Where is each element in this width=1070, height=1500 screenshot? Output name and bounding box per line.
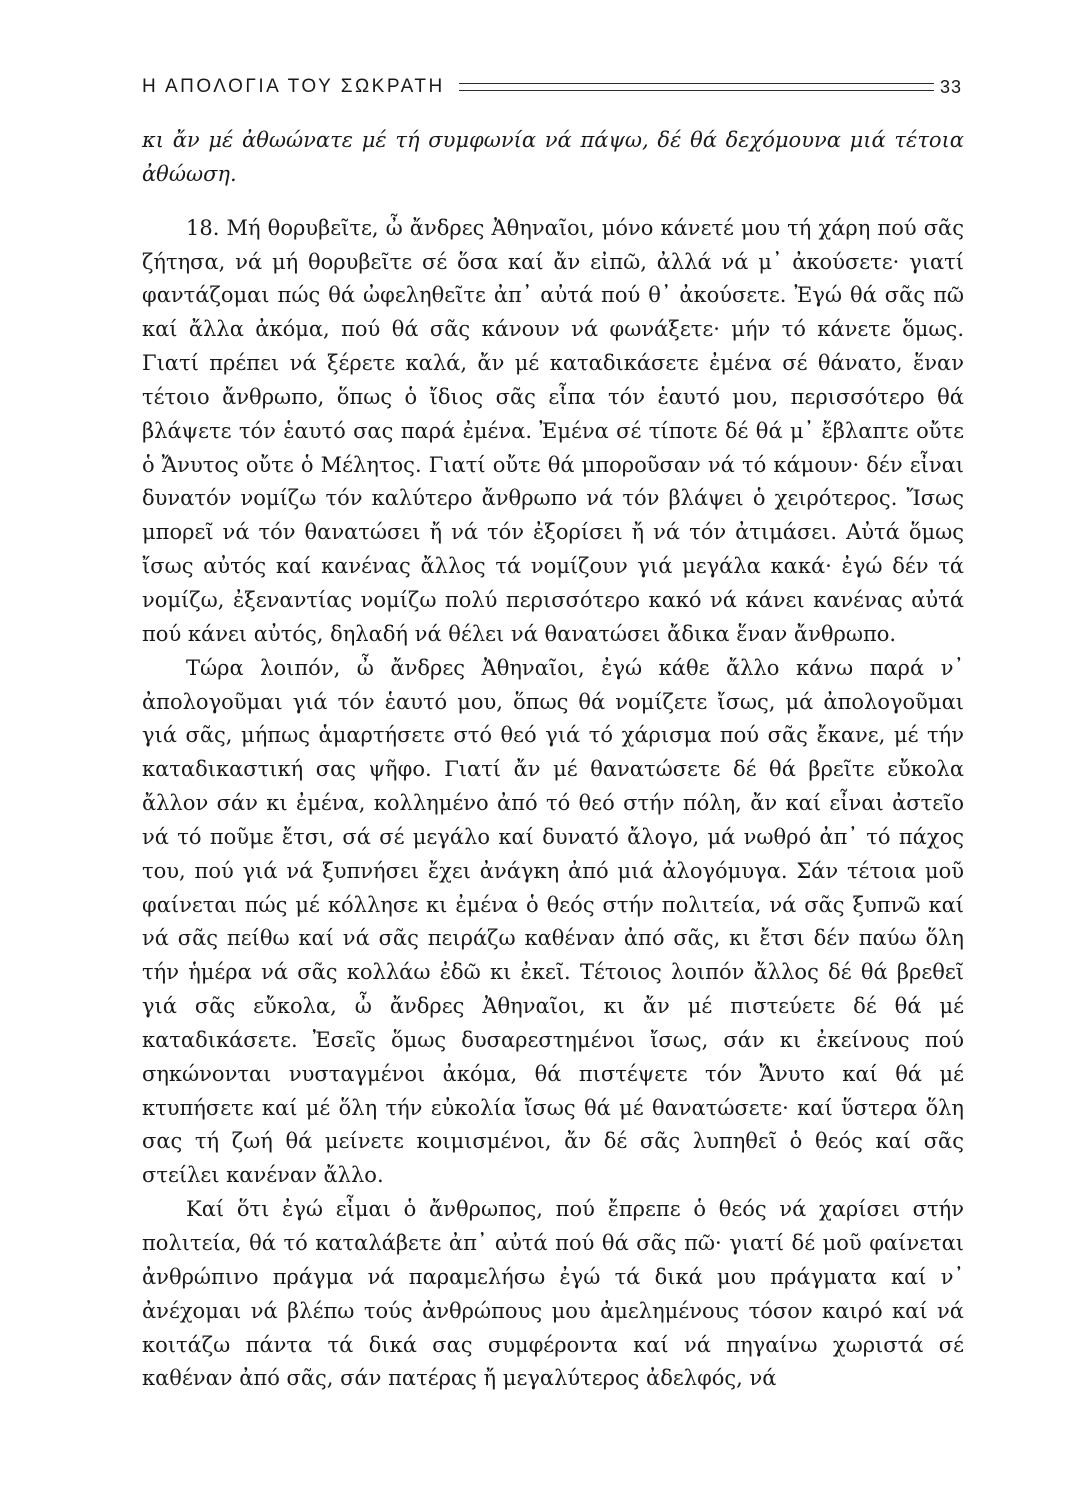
body-text xyxy=(142,124,964,1396)
header-double-rule xyxy=(459,83,934,91)
paragraph: Καί ὅτι ἐγώ εἶμαι ὁ ἄνθρωπος, πού ἔπρεπε ὁ θεός νά χαρίσει στήν πολιτεία, θά τό καταλάβετε ἀπ᾽ αὐτά πού θά σᾶς πῶ· γιατί δέ μοῦ φαίνεται ἀνθρώπινο πράγμα νά παραμελήσω ἐγώ τά δικά μου πράγματα καί ν᾽ ἀνέχομαι νά βλέπω τούς ἀνθρώπους μου ἀμελημένους τόσον καιρό καί νά κοιτάζω πάντα τά δικά σας συμφέροντα καί νά πηγαίνω χωριστά σέ καθέναν ἀπό σᾶς, σάν πατέρας ἤ μεγαλύτερος ἀδελφός, νά xyxy=(142,1197,964,1391)
page-number: 33 xyxy=(939,76,962,97)
running-header xyxy=(142,70,962,104)
paragraph-continuation: κι ἄν μέ ἀθωώνατε μέ τή συμφωνία νά πάψω, δέ θά δεχόμουνα μιά τέτοια ἀθώωση. xyxy=(142,128,964,186)
paragraph: Τώρα λοιπόν, ὦ ἄνδρες Ἀθηναῖοι, ἐγώ κάθε ἄλλο κάνω παρά ν᾽ ἀπολογοῦμαι γιά τόν ἑαυτό μου, ὅπως θά νομίζετε ἴσως, μά ἀπολογοῦμαι γιά σᾶς, μήπως ἁμαρτήσετε στό θεό γιά τό χάρισμα πού σᾶς ἔκανε, μέ τήν καταδικαστική σας ψῆφο. Γιατί ἄν μέ θανατώσετε δέ θά βρεῖτε εὔκολα ἄλλον σάν κι ἐμένα, κολλημένο ἀπό τό θεό στήν πόλη, ἄν καί εἶναι ἀστεῖο νά τό ποῦμε ἔτσι, σά σέ μεγάλο καί δυνατό ἄλογο, μά νωθρό ἀπ᾽ τό πάχος του, πού γιά νά ξυπνήσει ἔχει ἀνάγκη ἀπό μιά ἀλογόμυγα. Σάν τέτοια μοῦ φαίνεται πώς μέ κόλλησε κι ἐμένα ὁ θεός στήν πολιτεία, νά σᾶς ξυπνῶ καί νά σᾶς πείθω καί νά σᾶς πειράζω καθέναν ἀπό σᾶς, κι ἔτσι δέν παύω ὅλη τήν ἡμέρα νά σᾶς κολλάω ἐδῶ κι ἐκεῖ. Τέτοιος λοιπόν ἄλλος δέ θά βρεθεῖ γιά σᾶς εὔκολα, ὦ ἄνδρες Ἀθηναῖοι, κι ἄν μέ πιστεύετε δέ θά μέ καταδικάσετε. Ἐσεῖς ὅμως δυσαρεστημένοι ἴσως, σάν κι ἐκείνους πού σηκώνονται νυσταγμένοι ἀκόμα, θά πιστέψετε τόν Ἄνυτο καί θά μέ κτυπήσετε καί μέ ὅλη τήν εὐκολία ἴσως θά μέ θανατώσετε· καί ὕστερα ὅλη σας τή ζωή θά μείνετε κοιμισμένοι, ἄν δέ σᾶς λυπηθεῖ ὁ θεός καί σᾶς στείλει κανέναν ἄλλο. xyxy=(142,655,964,1188)
running-title: Η ΑΠΟΛΟΓΙΑ ΤΟΥ ΣΩΚΡΑΤΗ xyxy=(142,76,445,97)
paragraph-section-18: 18. Μή θορυβεῖτε, ὦ ἄνδρες Ἀθηναῖοι, μόνο κάνετέ μου τή χάρη πού σᾶς ζήτησα, νά μή θορυβεῖτε σέ ὅσα καί ἄν εἰπῶ, ἀλλά νά μ᾽ ἀκούσετε· γιατί φαντάζομαι πώς θά ὠφεληθεῖτε ἀπ᾽ αὐτά πού θ᾽ ἀκούσετε. Ἐγώ θά σᾶς πῶ καί ἄλλα ἀκόμα, πού θά σᾶς κάνουν νά φωνάξετε· μήν τό κάνετε ὅμως. Γιατί πρέπει νά ξέρετε καλά, ἄν μέ καταδικάσετε ἐμένα σέ θάνατο, ἕναν τέτοιο ἄνθρωπο, ὅπως ὁ ἴδιος σᾶς εἶπα τόν ἑαυτό μου, περισσότερο θά βλάψετε τόν ἑαυτό σας παρά ἐμένα. Ἐμένα σέ τίποτε δέ θά μ᾽ ἔβλαπτε οὔτε ὁ Ἄνυτος οὔτε ὁ Μέλητος. Γιατί οὔτε θά μποροῦσαν νά τό κάμουν· δέν εἶναι δυνατόν νομίζω τόν καλύτερο ἄνθρωπο νά τόν βλάψει ὁ χειρότερος. Ἴσως μπορεῖ νά τόν θανατώσει ἤ νά τόν ἐξορίσει ἤ νά τόν ἀτιμάσει. Αὐτά ὅμως ἴσως αὐτός καί κανένας ἄλλος τά νομίζουν γιά μεγάλα κακά· ἐγώ δέν τά νομίζω, ἐξεναντίας νομίζω πολύ περισσότερο κακό νά κάνει κανένας αὐτά πού κάνει αὐτός, δηλαδή νά θέλει νά θανατώσει ἄδικα ἕναν ἄνθρωπο. xyxy=(142,215,964,646)
